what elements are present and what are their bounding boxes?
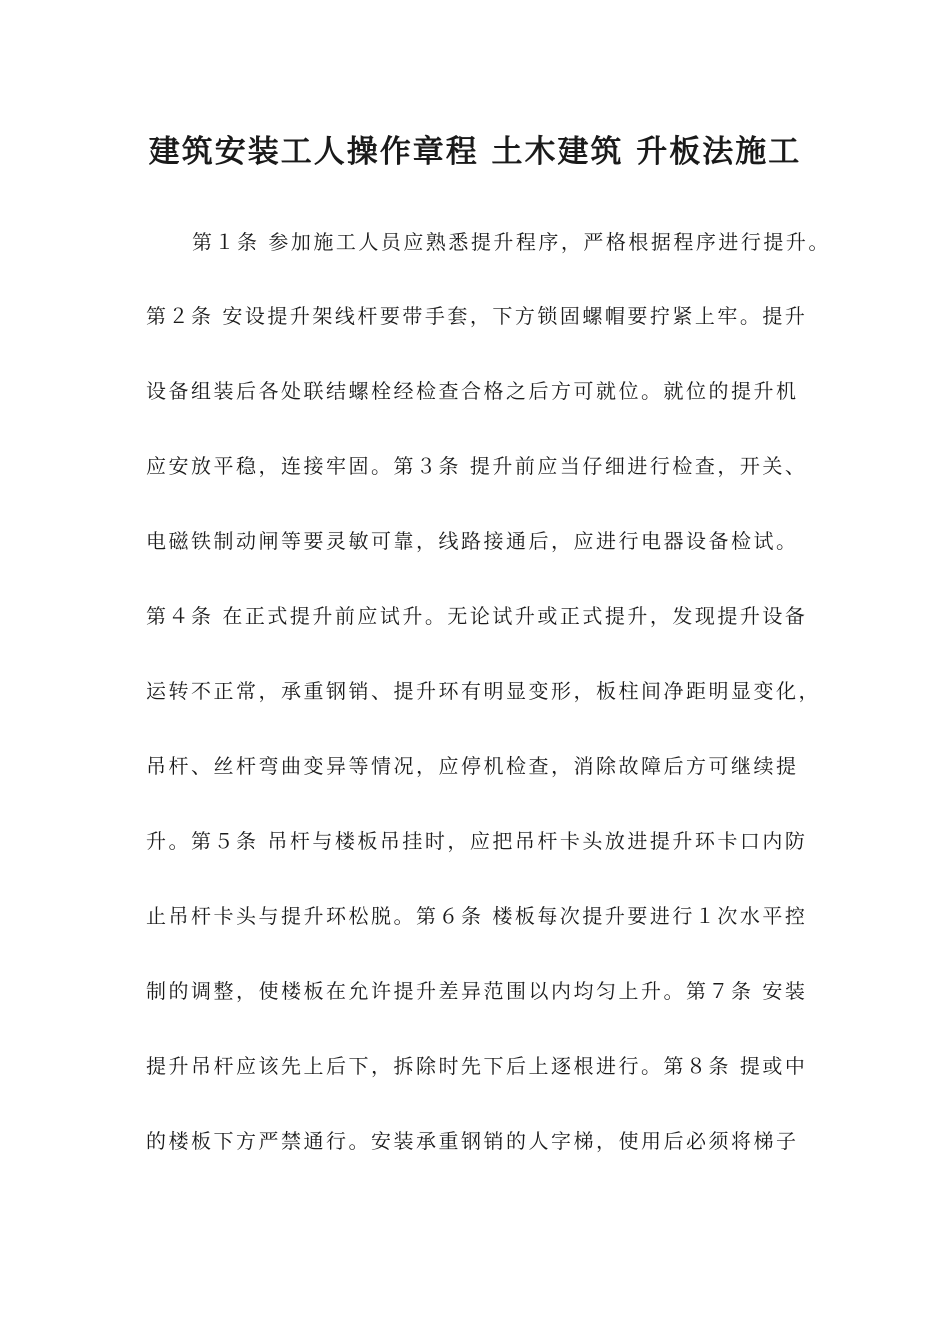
body-line: 升。第５条 吊杆与楼板吊挂时，应把吊杆卡头放进提升环卡口内防 — [146, 829, 808, 853]
document-title: 建筑安装工人操作章程 土木建筑 升板法施工 — [148, 134, 802, 170]
body-line: 第２条 安设提升架线杆要带手套，下方锁固螺帽要拧紧上牢。提升 — [146, 304, 808, 328]
body-line: 止吊杆卡头与提升环松脱。第６条 楼板每次提升要进行１次水平控 — [146, 904, 808, 928]
body-line: 制的调整，使楼板在允许提升差异范围以内均匀上升。第７条 安装 — [146, 979, 808, 1003]
body-line: 设备组装后各处联结螺栓经检查合格之后方可就位。就位的提升机 — [146, 379, 799, 403]
body-line: 提升吊杆应该先上后下，拆除时先下后上逐根进行。第８条 提或中 — [146, 1054, 808, 1078]
body-line: 运转不正常，承重钢销、提升环有明显变形，板柱间净距明显变化， — [146, 679, 821, 703]
body-line: 电磁铁制动闸等要灵敏可靠，线路接通后，应进行电器设备检试。 — [146, 529, 799, 553]
body-line: 的楼板下方严禁通行。安装承重钢销的人字梯，使用后必须将梯子 — [146, 1129, 799, 1153]
body-line: 吊杆、丝杆弯曲变异等情况，应停机检查，消除故障后方可继续提 — [146, 754, 799, 778]
body-line: 第１条 参加施工人员应熟悉提升程序，严格根据程序进行提升。 — [192, 230, 831, 254]
body-line: 第４条 在正式提升前应试升。无论试升或正式提升，发现提升设备 — [146, 604, 808, 628]
body-line: 应安放平稳，连接牢固。第３条 提升前应当仔细进行检查，开关、 — [146, 454, 808, 478]
